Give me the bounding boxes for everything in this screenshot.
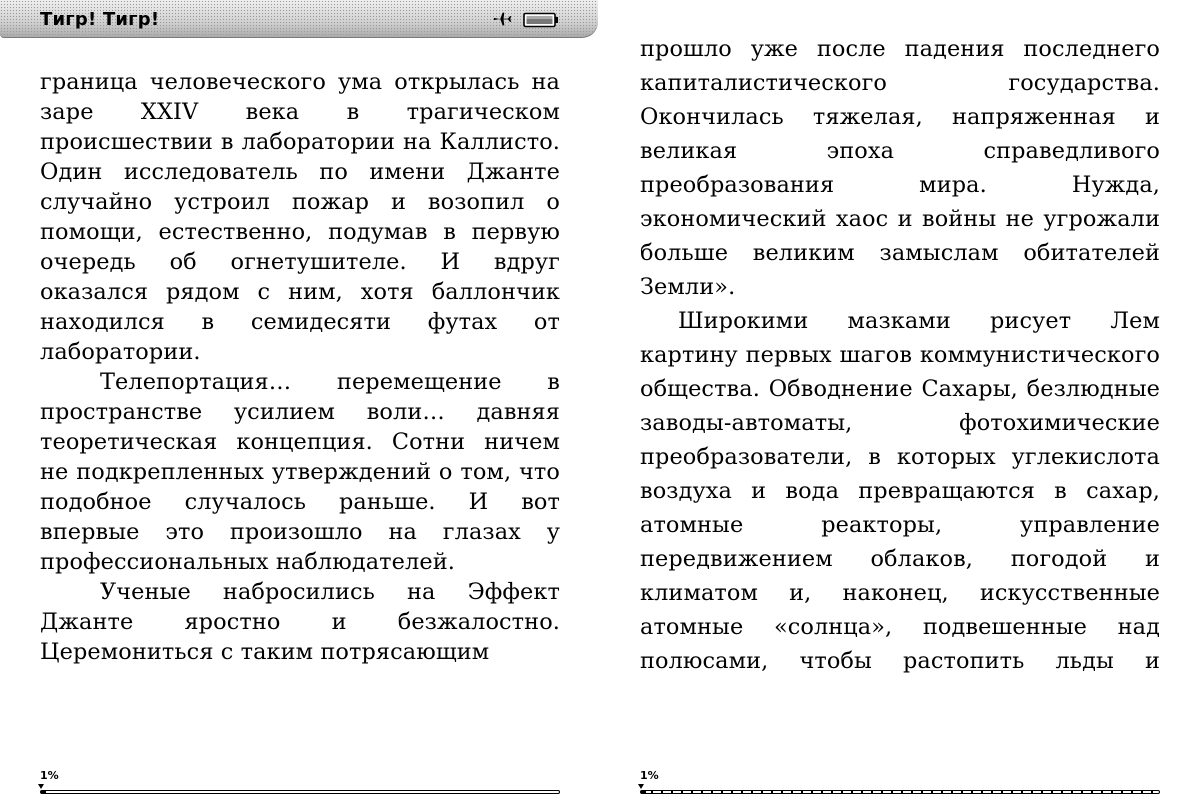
progress-marker-icon xyxy=(638,784,644,789)
paragraph: прошло уже после падения последнего капиталистического государства. Окончилась тяжелая, напряженная и великая эпоха справедливого преобразования мира. Нужда, экономический хаос и войны не угрожали больше великим замыслам обитателей Земли». xyxy=(640,36,1160,300)
paragraph: граница человеческого ума открылась на заре XXIV века в трагическом происшествии в лаборатории на Каллисто. Один исследователь по имени Джанте случайно устроил пожар и возопил о помощи, естественно, подумав в первую очередь об огнетушителе. И вдруг оказался рядом с ним, хотя баллончик находился в семидесяти футах от лаборатории. xyxy=(40,69,560,365)
paragraph: Ученые набросились на Эффект Джанте яростно и безжалостно. Церемониться с таким потрясающим xyxy=(40,579,560,665)
airplane-icon xyxy=(492,8,514,30)
book-title: Тигр! Тигр! xyxy=(40,9,160,30)
progress-percent: 1% xyxy=(640,769,659,782)
paragraph: Телепортация… перемещение в пространстве усилием воли… давняя теоретическая концепция. Сотни ничем не подкрепленных утверждений о том, что подобное случалось раньше. И вот впервые это произошло на глазах у профессиональных наблюдателей. xyxy=(40,369,560,575)
progress-fill xyxy=(41,791,46,793)
status-bar xyxy=(0,0,598,38)
right-page-text xyxy=(640,32,1160,678)
progress-fill xyxy=(641,791,646,793)
progress-percent: 1% xyxy=(40,769,59,782)
progress-marker-icon xyxy=(38,784,44,789)
progress-bar[interactable] xyxy=(640,790,1160,794)
paragraph: Широкими мазками рисует Лем картину первых шагов коммунистического общества. Обводнение Сахары, безлюдные заводы-автоматы, фотохимические преобразователи, в которых углекислота воздуха и вода превращаются в сахар, атомные реакторы, управление передвижением облаков, погодой и климатом и, наконец, искусственные атомные «солнца», подвешенные над полюсами, чтобы растопить льды и xyxy=(640,308,1160,674)
progress-bar[interactable] xyxy=(40,790,560,794)
left-page-text xyxy=(40,67,560,667)
right-reader-page[interactable] xyxy=(600,0,1200,800)
battery-icon xyxy=(523,12,559,28)
